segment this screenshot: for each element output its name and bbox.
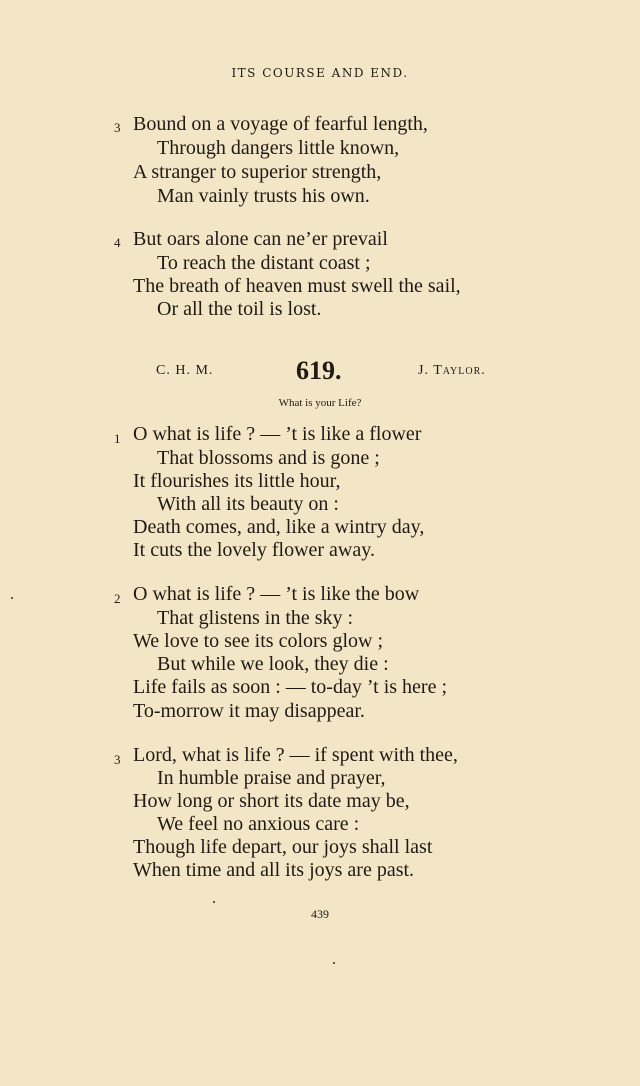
paper-speck — [333, 962, 335, 964]
running-head: ITS COURSE AND END. — [231, 66, 409, 80]
verse-line: To-morrow it may disappear. — [133, 700, 365, 722]
verse-line: That glistens in the sky : — [157, 607, 354, 629]
verse-line: Life fails as soon : — to-day ’t is here ; — [133, 676, 448, 698]
verse-line: That blossoms and is gone ; — [157, 447, 380, 469]
verse-line: Bound on a voyage of fearful length, — [133, 113, 428, 135]
stanza-number: 1 — [114, 431, 121, 446]
verse-line: Death comes, and, like a wintry day, — [133, 516, 425, 538]
verse-line: But oars alone can ne’er prevail — [133, 228, 388, 250]
verse-line: O what is life ? — ’t is like the bow — [133, 583, 420, 605]
verse-line: It cuts the lovely flower away. — [133, 539, 375, 561]
verse-line: O what is life ? — ’t is like a flower — [133, 423, 422, 445]
verse-line: Through dangers little known, — [157, 137, 400, 159]
verse-line: When time and all its joys are past. — [133, 859, 415, 881]
verse-line: Lord, what is life ? — if spent with thee, — [133, 744, 458, 766]
verse-line: It flourishes its little hour, — [133, 470, 341, 492]
verse-line: But while we look, they die : — [157, 653, 389, 675]
hymn-number: 619. — [296, 356, 342, 385]
verse-line: In humble praise and prayer, — [157, 767, 386, 789]
hymn-meter: C. H. M. — [156, 363, 214, 378]
verse-line: Man vainly trusts his own. — [157, 185, 370, 207]
verse-line: We love to see its colors glow ; — [133, 630, 384, 652]
verse-line: A stranger to superior strength, — [133, 161, 382, 183]
stanza-number: 3 — [114, 120, 121, 135]
page-number: 439 — [311, 907, 329, 921]
paper-speck — [213, 901, 215, 903]
stanza-number: 4 — [114, 235, 121, 250]
hymn-title: What is your Life? — [278, 397, 362, 409]
verse-line: The breath of heaven must swell the sail, — [133, 275, 461, 297]
verse-line: How long or short its date may be, — [133, 790, 410, 812]
hymn-author: J. Taylor. — [418, 363, 486, 378]
verse-line: To reach the distant coast ; — [157, 252, 371, 274]
verse-line: Or all the toil is lost. — [157, 298, 322, 320]
paper-speck — [11, 597, 13, 599]
stanza-number: 2 — [114, 591, 121, 606]
verse-line: With all its beauty on : — [157, 493, 339, 515]
verse-line: We feel no anxious care : — [157, 813, 360, 835]
hymn-header — [0, 356, 640, 386]
stanza-number: 3 — [114, 752, 121, 767]
verse-line: Though life depart, our joys shall last — [133, 836, 433, 858]
